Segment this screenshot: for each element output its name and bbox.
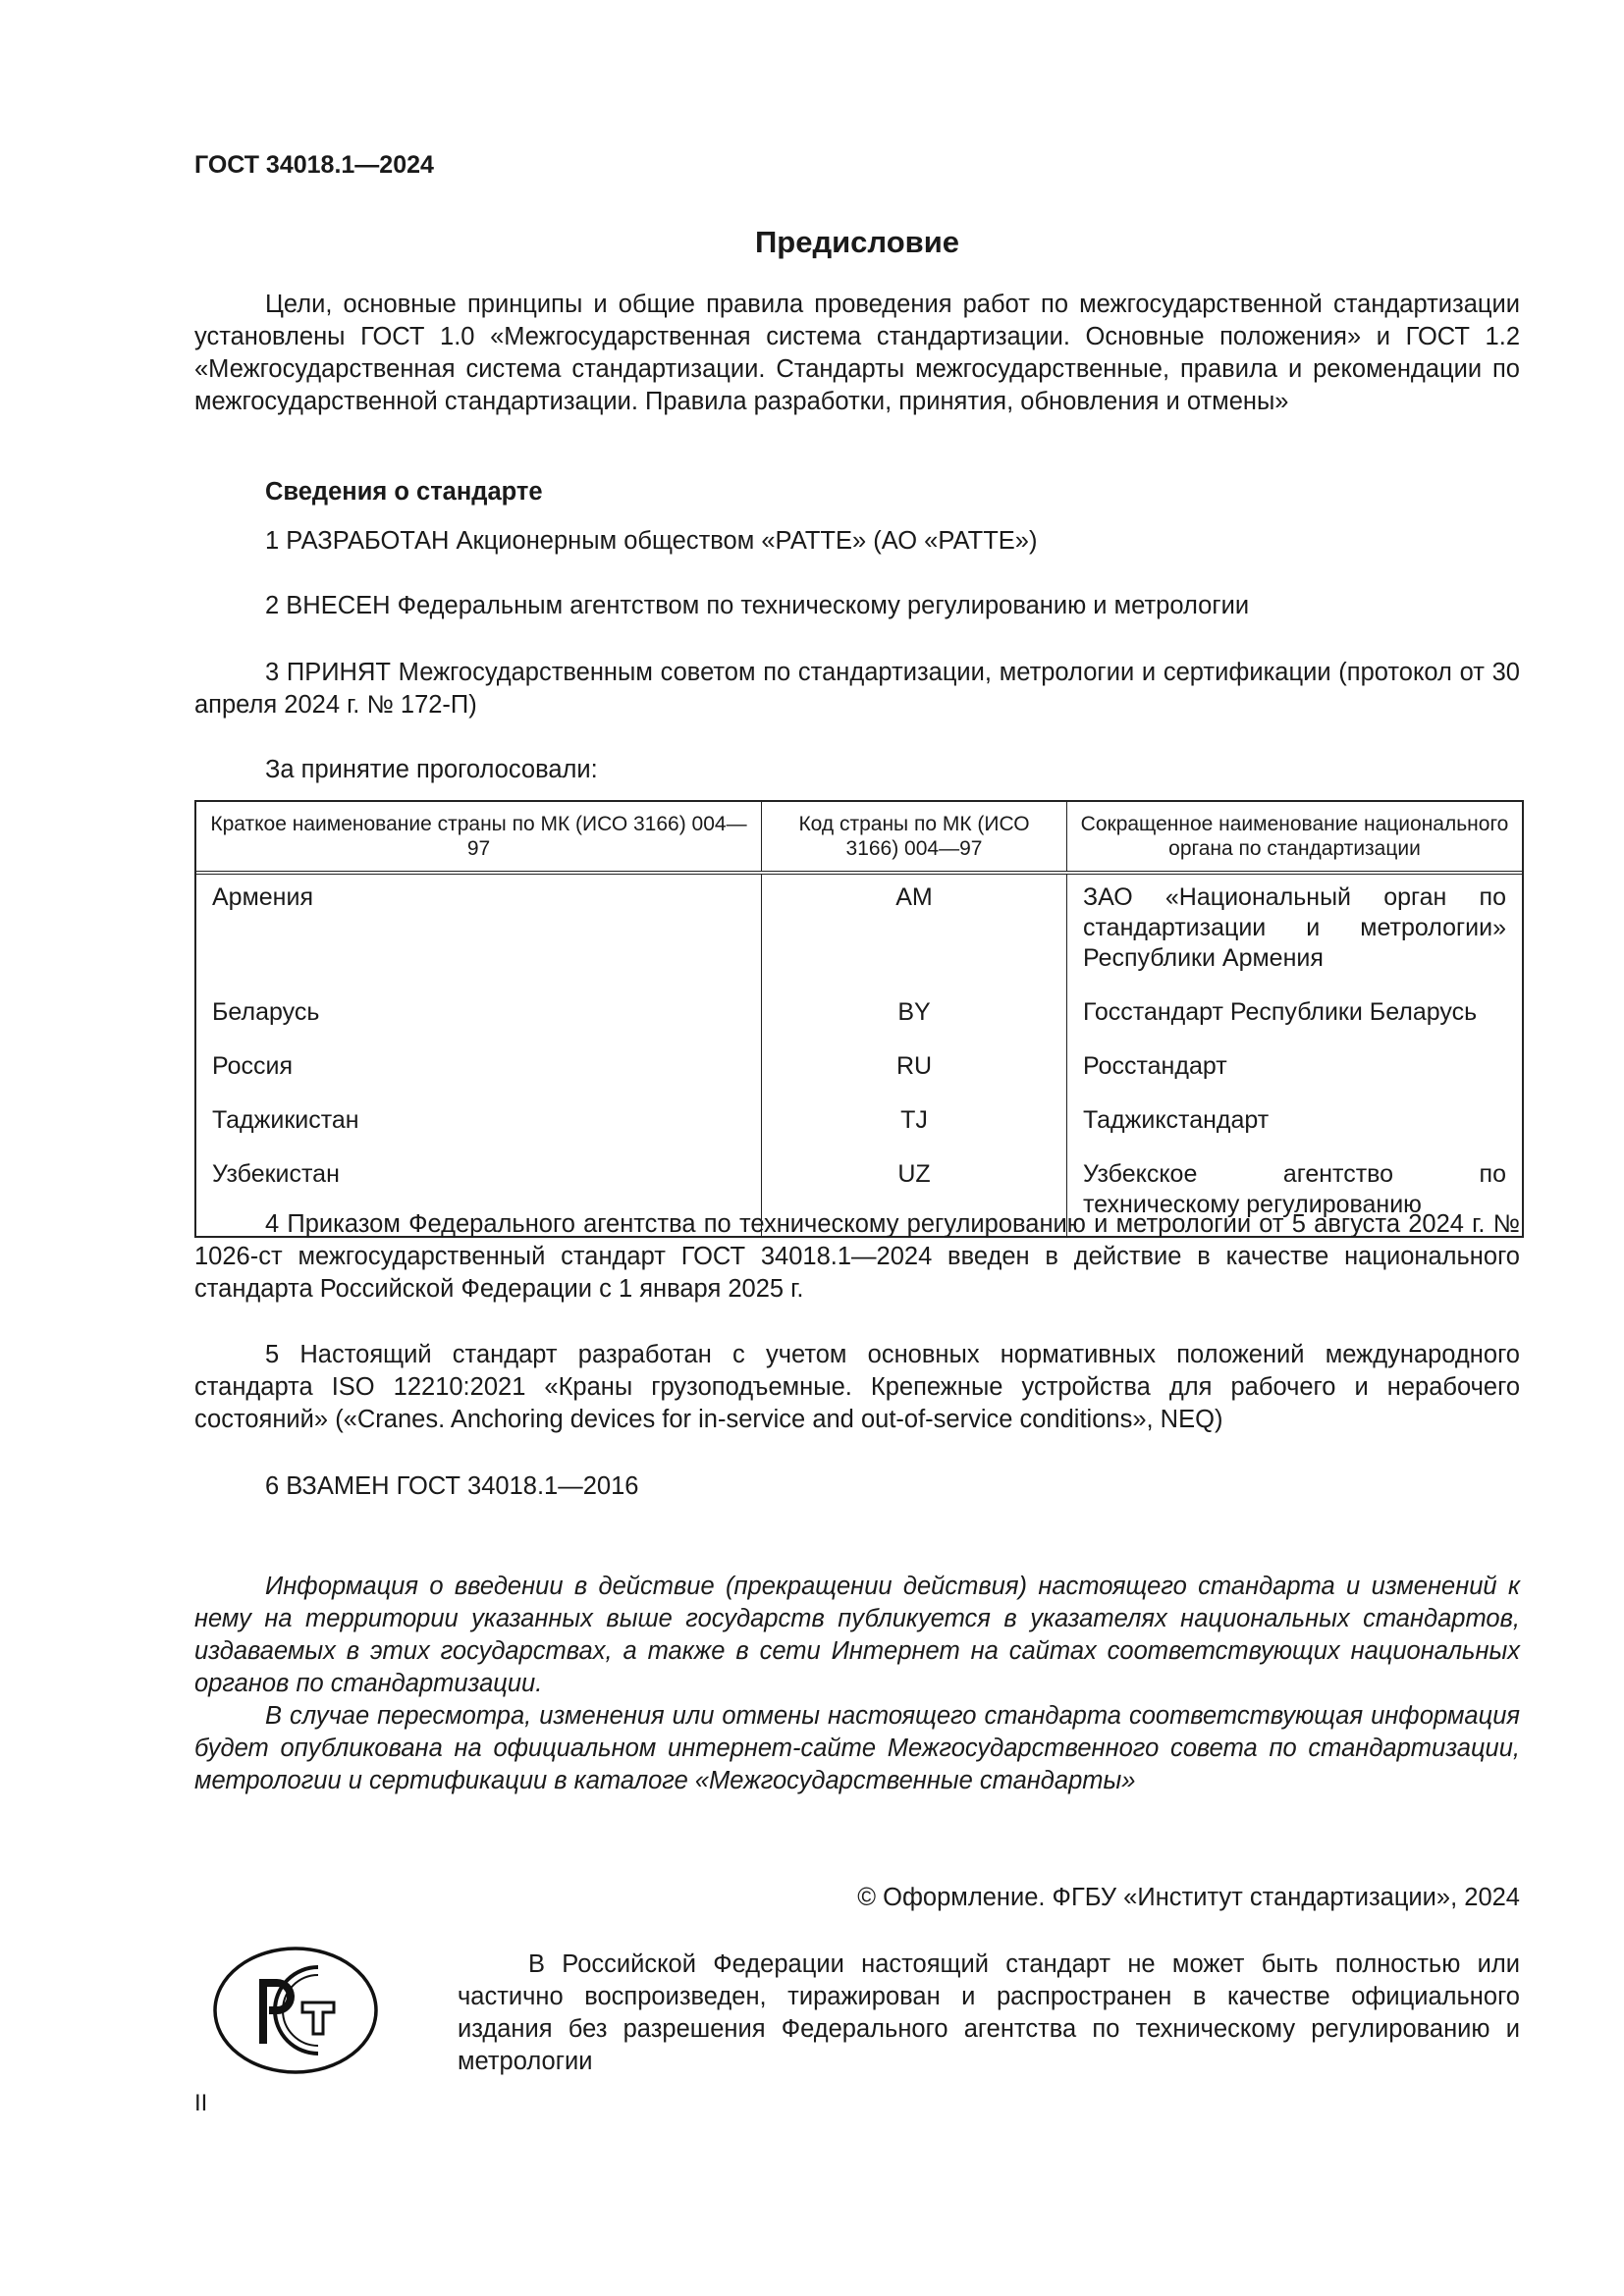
item-3: 3 ПРИНЯТ Межгосударственным советом по стандартизации, метрологии и сертификации (протокол от 30 апреля 2024 г. № 172-П) — [194, 659, 1520, 719]
item-5: 5 Настоящий стандарт разработан с учетом основных нормативных положений международного стандарта ISO 12210:2021 «Краны грузоподъемные. Крепежные устройства для рабочего и нерабочего состояний» («Cranes. Anchoring devices for in-service and out-of-service conditions», NEQ) — [194, 1341, 1520, 1433]
rights-text: В Российской Федерации настоящий стандарт не может быть полностью или частично воспроизведен, тиражирован и распространен в качестве официального издания без разрешения Федерального агентства по техническому регулированию и метрологии — [458, 1950, 1520, 2075]
table-row — [196, 989, 1522, 1043]
cell-body: Росстандарт — [1067, 1043, 1523, 1097]
cell-country: Беларусь — [212, 998, 320, 1026]
item-2: 2 ВНЕСЕН Федеральным агентством по техническому регулированию и метрологии — [265, 592, 1250, 619]
notice-paragraph-2: В случае пересмотра, изменения или отмены настоящего стандарта соответствующая информация будет опубликована на официальном интернет-сайте Межгосударственного совета по стандартизации, метрологии и сертификации в каталоге «Межгосударственные стандарты» — [194, 1702, 1520, 1794]
cell-code: UZ — [762, 1151, 1067, 1236]
cell-country: Россия — [212, 1052, 293, 1080]
page-title: Предисловие — [754, 225, 959, 259]
item-1: 1 РАЗРАБОТАН Акционерным обществом «РАТТЕ» (АО «РАТТЕ») — [265, 527, 1038, 555]
cell-code: AM — [762, 873, 1067, 989]
document-header: ГОСТ 34018.1—2024 — [194, 151, 434, 179]
page-number: II — [194, 2090, 208, 2116]
cell-code: RU — [762, 1043, 1067, 1097]
cell-country: Армения — [212, 883, 313, 911]
cell-body: ЗАО «Национальный орган по стандартизации и метрологии» Республики Армения — [1067, 873, 1523, 989]
intro-paragraph: Цели, основные принципы и общие правила проведения работ по межгосударственной стандартизации установлены ГОСТ 1.0 «Межгосударственная система стандартизации. Основные положения» и ГОСТ 1.2 «Межгосударственная система стандартизации. Стандарты межгосударственные, правила и рекомендации по межгосударственной стандартизации. Правила разработки, принятия, обновления и отмены» — [194, 291, 1520, 415]
table-header-country: Краткое наименование страны по МК (ИСО 3166) 004—97 — [196, 802, 762, 873]
voting-table — [194, 800, 1524, 1238]
cell-country: Узбекистан — [212, 1160, 340, 1188]
section-heading: Сведения о стандарте — [265, 478, 543, 506]
table-row — [196, 1043, 1522, 1097]
notice-paragraph-1: Информация о введении в действие (прекращении действия) настоящего стандарта и изменений к нему на территории указанных выше государств публикуется в указателях национальных стандартов, издаваемых в этих государствах, а также в сети Интернет на сайтах соответствующих национальных органов по стандартизации. — [194, 1573, 1520, 1697]
cell-code: TJ — [762, 1097, 1067, 1151]
table-header-code: Код страны по МК (ИСО 3166) 004—97 — [762, 802, 1067, 873]
cell-body: Таджикстандарт — [1067, 1097, 1523, 1151]
table-header-body: Сокращенное наименование национального органа по стандартизации — [1067, 802, 1523, 873]
rights-notice — [458, 1949, 1520, 2078]
cell-code: BY — [762, 989, 1067, 1043]
cell-body: Узбекское агентство по техническому регулированию — [1067, 1151, 1523, 1236]
cell-body: Госстандарт Республики Беларусь — [1067, 989, 1523, 1043]
table-row — [196, 1097, 1522, 1151]
item-6: 6 ВЗАМЕН ГОСТ 34018.1—2016 — [265, 1472, 639, 1500]
item-4: 4 Приказом Федерального агентства по техническому регулированию и метрологии от 5 августа 2024 г. № 1026-ст межгосударственный стандарт ГОСТ 34018.1—2024 введен в действие в качестве национального стандарта Российской Федерации с 1 января 2025 г. — [194, 1210, 1520, 1303]
rst-logo — [212, 1946, 379, 2075]
copyright: © Оформление. ФГБУ «Институт стандартизации», 2024 — [857, 1884, 1520, 1911]
vote-label: За принятие проголосовали: — [265, 756, 598, 783]
table-row — [196, 873, 1522, 989]
cell-country: Таджикистан — [212, 1106, 359, 1134]
